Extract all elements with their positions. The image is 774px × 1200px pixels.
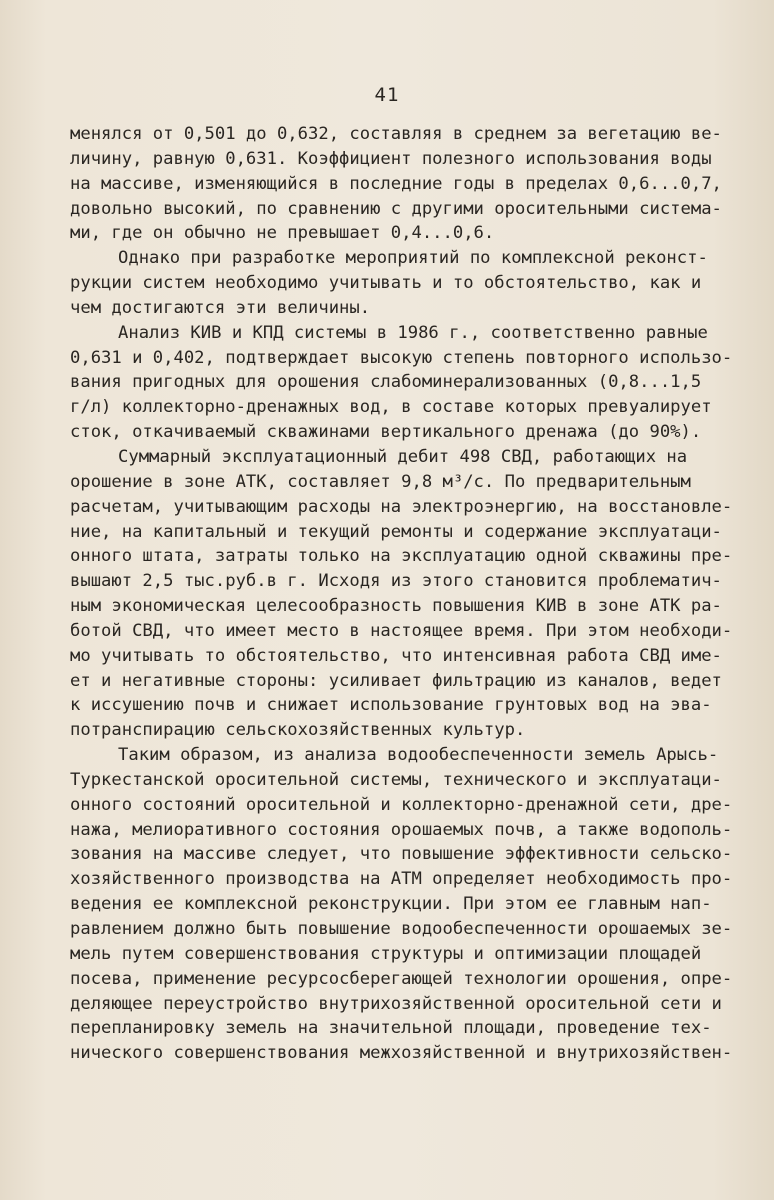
body-text xyxy=(70,122,733,1066)
text-line: чем достигаются эти величины. xyxy=(70,297,371,318)
text-line: Туркестанской оросительной системы, технического и эксплуатаци- xyxy=(70,769,722,790)
text-line: ми, где он обычно не превышает 0,4...0,6. xyxy=(70,223,495,244)
text-line: ние, на капитальный и текущий ремонты и содержание эксплуатаци- xyxy=(70,521,722,542)
text-line: Анализ КИВ и КПД системы в 1986 г., соответственно равные xyxy=(118,322,708,343)
text-line: потранспирацию сельскохозяйственных культур. xyxy=(70,720,526,741)
text-line: мо учитывать то обстоятельство, что интенсивная работа СВД име- xyxy=(70,645,722,666)
text-line: ным экономическая целесообразность повышения КИВ в зоне АТК ра- xyxy=(70,596,722,617)
text-line: Суммарный эксплуатационный дебит 498 СВД, работающих на xyxy=(118,446,688,467)
text-line: менялся от 0,501 до 0,632, составляя в среднем за вегетацию ве- xyxy=(70,124,722,144)
text-line: ботой СВД, что имеет место в настоящее время. При этом необходи- xyxy=(70,620,733,641)
text-line: сток, откачиваемый скважинами вертикального дренажа (до 90%). xyxy=(70,422,702,443)
text-line: ет и негативные стороны: усиливает фильтрацию из каналов, ведет xyxy=(70,670,722,691)
text-line: орошение в зоне АТК, составляет 9,8 м³/с. По предварительным xyxy=(70,471,691,492)
text-line: личину, равную 0,631. Коэффициент полезного использования воды xyxy=(70,148,712,169)
page-number: 41 xyxy=(374,84,400,106)
text-line: нажа, мелиоративного состояния орошаемых почв, а также водополь- xyxy=(70,819,733,840)
text-line: г/л) коллекторно-дренажных вод, в составе которых превуалирует xyxy=(70,397,712,418)
text-line: равлением должно быть повышение водообеспеченности орошаемых зе- xyxy=(70,919,733,939)
text-line: зования на массиве следует, что повышение эффективности сельско- xyxy=(70,844,733,865)
text-line: онного штата, затраты только на эксплуатацию одной скважины пре- xyxy=(70,546,733,567)
text-line: деляющее переустройство внутрихозяйственной оросительной сети и xyxy=(70,993,722,1014)
text-line: к иссушению почв и снижает использование грунтовых вод на эва- xyxy=(70,695,712,716)
text-line: вания пригодных для орошения слабоминерализованных (0,8...1,5 xyxy=(70,372,702,393)
text-line: рукции систем необходимо учитывать и то обстоятельство, как и xyxy=(70,273,702,294)
text-line: мель путем совершенствования структуры и оптимизации площадей xyxy=(70,943,702,964)
text-line: Таким образом, из анализа водообеспеченности земель Арысь- xyxy=(118,745,719,766)
text-line: перепланировку земель на значительной площади, проведение тех- xyxy=(70,1018,712,1039)
text-line: ведения ее комплексной реконструкции. При этом ее главным нап- xyxy=(70,894,712,915)
text-line: посева, применение ресурсосберегающей технологии орошения, опре- xyxy=(70,968,733,989)
text-line: 0,631 и 0,402, подтверждает высокую степень повторного использо- xyxy=(70,347,733,368)
text-line: Однако при разработке мероприятий по комплексной реконст- xyxy=(118,248,708,269)
text-line: довольно высокий, по сравнению с другими оросительными система- xyxy=(70,198,722,219)
text-line: нического совершенствования межхозяйственной и внутрихозяйствен- xyxy=(70,1043,733,1064)
text-line: онного состояний оросительной и коллекторно-дренажной сети, дре- xyxy=(70,794,733,815)
text-line: расчетам, учитывающим расходы на электроэнергию, на восстановле- xyxy=(70,496,733,517)
text-line: хозяйственного производства на АТМ определяет необходимость про- xyxy=(70,869,733,890)
text-line: на массиве, изменяющийся в последние годы в пределах 0,6...0,7, xyxy=(70,173,722,194)
text-line: вышают 2,5 тыс.руб.в г. Исходя из этого становится проблематич- xyxy=(70,571,722,592)
